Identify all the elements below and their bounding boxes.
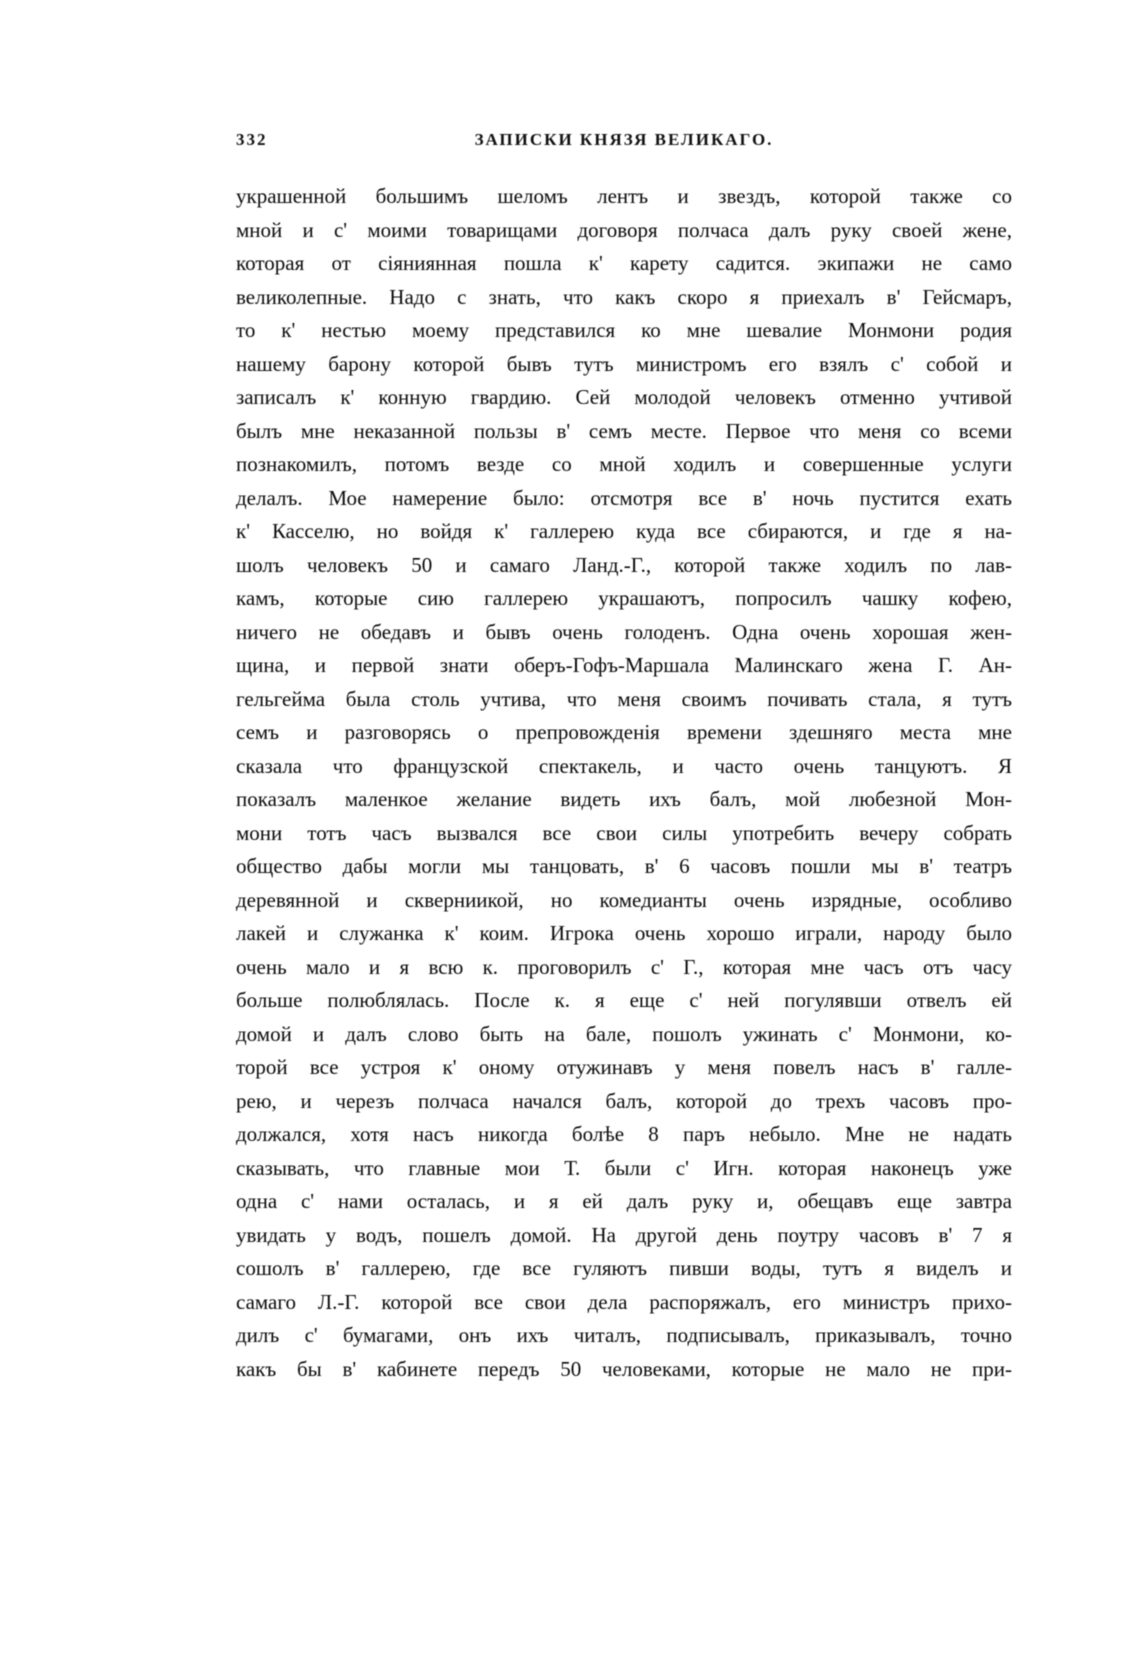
text-line: дилъ с' бумагами, онъ ихъ читалъ, подписывалъ, приказывалъ, точно bbox=[236, 1323, 1012, 1347]
text-line: больше полюблялась. После к. я еще с' ней погулявши отвелъ ей bbox=[236, 988, 1012, 1012]
text-line: семъ и разговорясь о препровожденія времени здешняго места мне bbox=[236, 720, 1012, 744]
text-line: познакомилъ, потомъ везде со мной ходилъ и совершенные услуги bbox=[236, 452, 1012, 476]
text-line: общество дабы могли мы танцовать, в' 6 часовъ пошли мы в' театръ bbox=[236, 854, 1012, 878]
text-line: мной и с' моими товарищами договоря полчаса далъ руку своей жене, bbox=[236, 217, 1012, 242]
running-head bbox=[236, 130, 1012, 160]
text-line: деревянной и скверниикой, но комедианты очень изрядные, особливо bbox=[236, 887, 1012, 912]
text-line: показалъ маленкое желание видеть ихъ балъ, мой любезной Мон- bbox=[236, 787, 1012, 811]
text-line: самаго Л.-Г. которой все свои дела распоряжалъ, его министръ прихо- bbox=[236, 1289, 1012, 1314]
page-number: 332 bbox=[236, 130, 268, 149]
text-line: записалъ к' конную гвардию. Сей молодой человекъ отменно учтивой bbox=[236, 385, 1012, 409]
text-line: камъ, которые сию галлерею украшаютъ, попросилъ чашку кофею, bbox=[236, 586, 1012, 610]
text-line: увидать у водъ, пошелъ домой. На другой день поутру часовъ в' 7 я bbox=[236, 1222, 1012, 1247]
text-line: какъ бы в' кабинете передъ 50 человеками, которые не мало не при- bbox=[236, 1356, 1012, 1381]
text-line: которая от сіяниянная пошла к' карету садится. экипажи не само bbox=[236, 251, 1012, 275]
text-line: одна с' нами осталась, и я ей далъ руку и, обещавъ еще завтра bbox=[236, 1189, 1012, 1213]
text-line: то к' нестью моему представился ко мне шевалие Монмони родия bbox=[236, 318, 1012, 342]
text-line: к' Касселю, но войдя к' галлерею куда все сбираются, и где я на- bbox=[236, 519, 1012, 543]
text-line: сошолъ в' галлерею, где все гуляютъ пивши воды, тутъ я виделъ и bbox=[236, 1256, 1012, 1280]
body-text bbox=[236, 180, 1012, 1386]
text-line: домой и далъ слово быть на бале, пошолъ ужинать с' Монмони, ко- bbox=[236, 1021, 1012, 1046]
text-line: делалъ. Мое намерение было: отсмотря все в' ночь пустится ехать bbox=[236, 485, 1012, 510]
text-line: должался, хотя насъ никогда болѣе 8 паръ небыло. Мне не надать bbox=[236, 1122, 1012, 1146]
text-line: нашему барону которой бывъ тутъ министромъ его взялъ с' собой и bbox=[236, 351, 1012, 376]
text-line: сказала что французской спектакель, и часто очень танцуютъ. Я bbox=[236, 753, 1012, 778]
text-line: великолепные. Надо с знать, что какъ скоро я приехалъ в' Гейсмаръ, bbox=[236, 284, 1012, 309]
text-line: очень мало и я всю к. проговорилъ с' Г., которая мне часъ отъ часу bbox=[236, 954, 1012, 979]
text-line: былъ мне неказанной пользы в' семъ месте. Первое что меня со всеми bbox=[236, 418, 1012, 443]
text-line: гельгейма была столь учтива, что меня своимъ почивать стала, я тутъ bbox=[236, 686, 1012, 711]
text-line: торой все устроя к' оному отужинавъ у меня повелъ насъ в' галле- bbox=[236, 1055, 1012, 1079]
text-line: украшенной большимъ шеломъ лентъ и звездъ, которой также со bbox=[236, 184, 1012, 208]
text-line: щина, и первой знати оберъ-Гофъ-Маршала Малинскаго жена Г. Ан- bbox=[236, 653, 1012, 677]
text-line: ничего не обедавъ и бывъ очень голоденъ. Одна очень хорошая жен- bbox=[236, 619, 1012, 644]
text-line: шолъ человекъ 50 и самаго Ланд.-Г., которой также ходилъ по лав- bbox=[236, 552, 1012, 577]
text-line: мони тотъ часъ вызвался все свои силы употребить вечеру собрать bbox=[236, 820, 1012, 845]
text-line: лакей и служанка к' коим. Игрока очень хорошо играли, народу было bbox=[236, 921, 1012, 945]
running-title: ЗАПИСКИ КНЯЗЯ ВЕЛИКАГО. bbox=[474, 130, 774, 149]
text-line: сказывать, что главные мои Т. были с' Игн. которая наконецъ уже bbox=[236, 1155, 1012, 1180]
text-line: рею, и черезъ полчаса начался балъ, которой до трехъ часовъ про- bbox=[236, 1088, 1012, 1113]
